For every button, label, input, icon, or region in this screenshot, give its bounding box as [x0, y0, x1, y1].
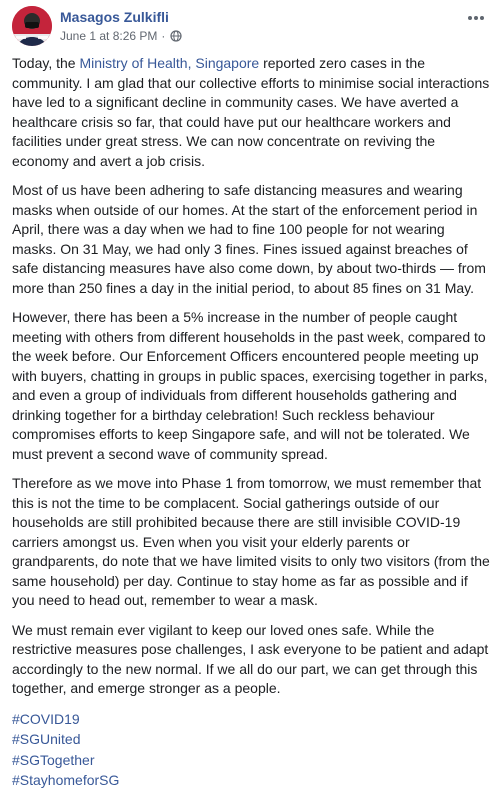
- more-options-icon[interactable]: [464, 10, 488, 26]
- paragraph-1: [12, 54, 490, 171]
- paragraph-2: Most of us have been adhering to safe distancing measures and wearing masks when outside of our homes. At the start of the enforcement period in April, there was a day when we had to fine 100 people for not wearing masks. On 31 May, we had only 3 fines. Fines issued against breaches of safe distancing measures have also come down, by about two-thirds — from more than 250 fines a day in the initial period, to about 85 fines on 31 May.: [12, 182, 486, 296]
- globe-icon[interactable]: [170, 30, 182, 42]
- meta-separator: ·: [161, 29, 166, 43]
- avatar[interactable]: [12, 6, 52, 46]
- hashtag-sgunited[interactable]: #SGUnited: [12, 731, 81, 747]
- paragraph-5: We must remain ever vigilant to keep our loved ones safe. While the restrictive measures pose challenges, I ask everyone to be patient and adapt accordingly to the new normal. If we all do our part, we can get through this together, and emerge stronger as a people.: [12, 621, 489, 696]
- hashtag-sgtogether[interactable]: #SGTogether: [12, 751, 95, 768]
- hashtag-covid19[interactable]: #COVID19: [12, 710, 80, 727]
- ministry-of-health-link[interactable]: Ministry of Health, Singapore: [79, 55, 260, 71]
- post-body: [12, 54, 490, 791]
- avatar-image: [12, 6, 52, 46]
- hashtags: [12, 709, 490, 791]
- hashtag-stayhomeforsg[interactable]: #StayhomeforSG: [12, 772, 120, 788]
- paragraph-1-rest: reported zero cases in the community. I am glad that our collective efforts to minimise social interactions have led to a significant decline in community cases. We have averted a healthcare crisis so far, that could have put our healthcare workers and facilities under great stress. We can now concentrate on reviving the economy and avert a job crisis.: [12, 55, 490, 169]
- post-header: [12, 4, 488, 48]
- paragraph-3: However, there has been a 5% increase in the number of people caught meeting with others from different households in the past week, compared to the week before. Our Enforcement Officers encountered people meeting up with buyers, chatting in groups in public spaces, exercising together in parks, and even a group of individuals from different households gathering and drinking together for a birthday celebration! Such reckless behaviour compromises efforts to keep Singapore safe, and will not be tolerated. We must prevent a second wave of community spread.: [12, 309, 488, 462]
- paragraph-1-intro: Today, the: [12, 55, 80, 71]
- post-meta: [60, 29, 182, 43]
- post-timestamp[interactable]: June 1 at 8:26 PM: [60, 29, 158, 43]
- author-name[interactable]: Masagos Zulkifli: [60, 9, 169, 25]
- paragraph-4: Therefore as we move into Phase 1 from tomorrow, we must remember that this is not the time to be complacent. Social gatherings outside of our households are still prohibited because there are still invisible COVID-19 carriers amongst us. Even when you visit your elderly parents or grandparents, do note that we have limited visits to only two visitors (from the same household) per day. Continue to stay home as far as possible and if you need to head out, remember to wear a mask.: [12, 475, 490, 608]
